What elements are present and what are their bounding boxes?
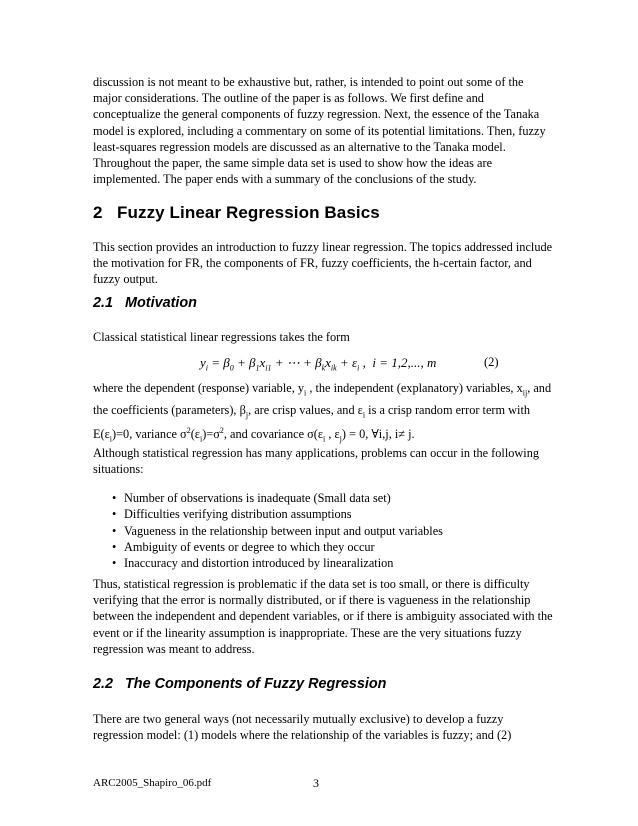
section-2-title: Fuzzy Linear Regression Basics: [117, 203, 380, 222]
list-item: • Number of observations is inadequate (Small data set): [112, 490, 443, 506]
list-item: • Inaccuracy and distortion introduced by linearalization: [112, 555, 443, 571]
equation-number: (2): [484, 355, 499, 369]
motivation-lead: Classical statistical linear regressions takes the form: [93, 330, 350, 344]
section-2-1-title: Motivation: [125, 295, 197, 311]
section-2-1-number: 2.1: [93, 295, 114, 311]
section-2-intro: This section provides an introduction to fuzzy linear regression. The topics addressed include the motivation for FR, the components of FR, fuzzy coefficients, the h-certain factor, and fuzzy output.: [93, 240, 553, 287]
motivation-definitions: where the dependent (response) variable, $y_i$ , the independent (explanatory) variables, $x_{ij}$, and the coefficients (parameters), $\beta_j$, are crisp values, and $\varepsilon_i$ is a crisp random error term with $E(\varepsilon_i)=0$, variance $\sigma^2(\varepsilon_i)=\sigma^2$, and covariance $\sigma(\varepsilon_i$ , $\varepsilon_j) = 0$, ∀i,j, i≠ j.: [93, 381, 552, 444]
section-2-2-heading: [93, 676, 386, 692]
intro-paragraph: discussion is not meant to be exhaustive but, rather, is intended to point out some of the major considerations. The outline of the paper is as follows. We first define and conceptualize the general components of fuzzy regression. Next, the essence of the Tanaka model is explored, including a commentary on some of its potential limitations. Then, fuzzy least-squares regression models are discussed as an alternative to the Tanaka model. Throughout the paper, the same simple data set is used to show how the ideas are implemented. The paper ends with a summary of the conclusions of the study.: [93, 75, 546, 187]
problem-list: [112, 490, 443, 571]
list-item: • Ambiguity of events or degree to which they occur: [112, 539, 443, 555]
components-paragraph: There are two general ways (not necessarily mutually exclusive) to develop a fuzzy regression model: (1) models where the relationship of the variables is fuzzy; and (2): [93, 712, 512, 743]
list-item: • Difficulties verifying distribution assumptions: [112, 506, 443, 522]
section-2-1-heading: [93, 295, 197, 311]
section-2-number: 2: [93, 203, 103, 222]
regression-equation: $y_i = \beta_0 + \beta_1x_{i1}$ + ⋯ + $\beta_kx_{ik} + \varepsilon_i$ , i = 1,2,..., m: [200, 355, 437, 373]
section-2-2-title: The Components of Fuzzy Regression: [125, 676, 387, 692]
section-2-2-number: 2.2: [93, 676, 114, 692]
section-2-heading: [93, 203, 380, 223]
page-number: 3: [313, 776, 319, 790]
motivation-problems-intro: Although statistical regression has many applications, problems can occur in the following situations:: [93, 446, 540, 477]
motivation-conclusion: Thus, statistical regression is problematic if the data set is too small, or there is difficulty verifying that the error is normally distributed, or if there is vagueness in the relationship between the independent and dependent variables, or if there is ambiguity associated with the event or if the linearity assumption is inappropriate. These are the very situations fuzzy regression was meant to address.: [93, 577, 553, 656]
footer-filename: ARC2005_Shapiro_06.pdf: [93, 777, 212, 789]
list-item: • Vagueness in the relationship between input and output variables: [112, 523, 443, 539]
